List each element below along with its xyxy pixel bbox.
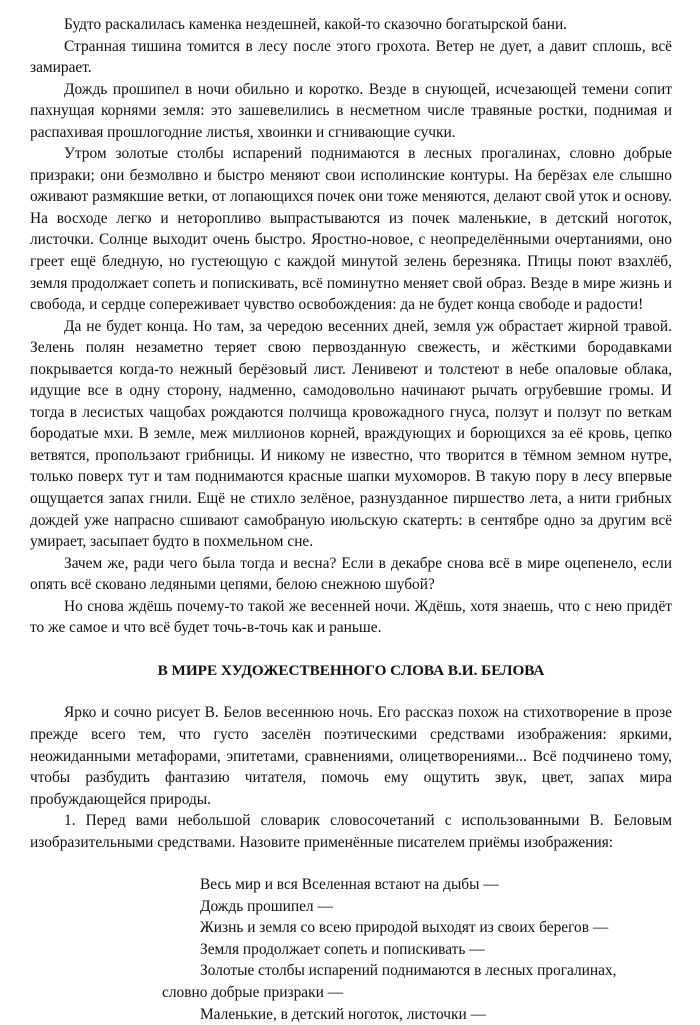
phrase-text: Маленькие, в детский ноготок, листочки — [200, 1005, 486, 1023]
paragraph: Будто раскалилась каменка нездешней, какой-то сказочно богатырской бани. [64, 16, 568, 33]
phrase-text: Весь мир и вся Вселенная встают на дыбы — [200, 876, 499, 894]
paragraph: Дождь прошипел в ночи обильно и коротко. Везде в снующей, исчезающей темени сопит пахнущая корнями земля: это зашевелились в несметном числе травяные ростки, поднимая и распахивая прошлогодние листья, хвоинки и сгнивающие сучки. [30, 80, 672, 141]
paragraph: Зачем же, ради чего была тогда и весна? Если в декабре снова всё в мире оцепенело, если опять всё сковано ледяными цепями, белою снежною шубой? [30, 554, 672, 594]
phrase-text: Золотые столбы испарений поднимаются в лесных прогалинах, [200, 962, 617, 980]
paragraph: Ярко и сочно рисует В. Белов весеннюю ночь. Его рассказ похож на стихотворение в прозе прежде всего тем, что густо заселён поэтическими средствами изображения: яркими, неожиданными метафорами, эпитетами, сравнениями, олицетворениями... Всё подчинено тому, чтобы разбудить фантазию читателя, помочь ему ощутить звук, цвет, запах мира пробуждающейся природы. [30, 704, 672, 808]
phrase-item [30, 939, 672, 961]
analysis-section [30, 702, 672, 853]
phrase-item [30, 896, 672, 918]
paragraph: Утром золотые столбы испарений поднимаются в лесных прогалинах, словно добрые призраки; они безмолвно и быстро меняют свои исполинские контуры. На берёзах еле слышно оживают размякшие ветки, от лопающихся почек они тоже меняются, делают свой уток и основу. На восходе легко и неторопливо выпрастываются из почек маленькие, в детский ноготок, листочки. Солнце выходит очень быстро. Яростно-новое, с неопределёнными очертаниями, оно греет ещё бледную, но густеющую с каждой минутой зелень березняка. Птицы поют взахлёб, земля продолжает сопеть и попискивать, всё поминутно меняет свой образ. Везде в мире жизнь и свобода, и сердце сопереживает чувство освобождения: да не будет конца свободе и радости! [30, 145, 672, 314]
phrase-item [30, 917, 672, 939]
story-excerpt [30, 14, 672, 639]
phrase-list [30, 874, 672, 1025]
phrase-text-continuation: словно добрые призраки — [162, 983, 344, 1001]
task-paragraph: 1. Перед вами небольшой словарик словосочетаний с использованными В. Беловым изобразительными средствами. Назовите применённые писателем приёмы изображения: [30, 812, 672, 851]
phrase-text: Жизнь и земля со всею природой выходят из своих берегов — [200, 919, 609, 937]
paragraph: Странная тишина томится в лесу после этого грохота. Ветер не дует, а давит сплошь, всё замирает. [30, 37, 672, 77]
phrase-item [30, 1004, 672, 1025]
paragraph: Да не будет конца. Но там, за чередою весенних дней, земля уж обрастает жирной травой. Зелень полян незаметно теряет свою первозданную свежесть, и жёсткими бородавками покрывается когда-то нежный берёзовый лист. Ленивеют и толстеют в небе опаловые облака, идущие все в одну сторону, надменно, самодовольно начинают рычать огрубевшие громы. И тогда в лесистых чащобах рождаются полчища кровожадного гнуса, ползут и ползут по веткам бородатые мхи. В земле, меж миллионов корней, враждующих и борющихся за её кровь, цепко ветвятся, пропользают грибницы. И никому не известно, что творится в тёмном земном нутре, только поверх тут и там поднимаются красные шапки мухоморов. В такую пору в лесу впервые ощущается запах гнили. Ещё не стихло зелёное, разнузданное пиршество лета, а нити грибных дождей уже напрасно сшивают самобраную июльскую скатерть: в сентябре одно за другим всё умирает, засыпает будто в похмельном сне. [30, 317, 672, 551]
phrase-text: Земля продолжает сопеть и попискивать — [200, 940, 485, 958]
paragraph: Но снова ждёшь почему-то такой же весенней ночи. Ждёшь, хотя знаешь, что с нею придёт то же самое и что всё будет точь-в-точь как и раньше. [30, 597, 672, 637]
phrase-item [30, 874, 672, 896]
section-heading: В МИРЕ ХУДОЖЕСТВЕННОГО СЛОВА В.И. БЕЛОВА [157, 661, 545, 679]
phrase-text: Дождь прошипел — [200, 897, 333, 915]
